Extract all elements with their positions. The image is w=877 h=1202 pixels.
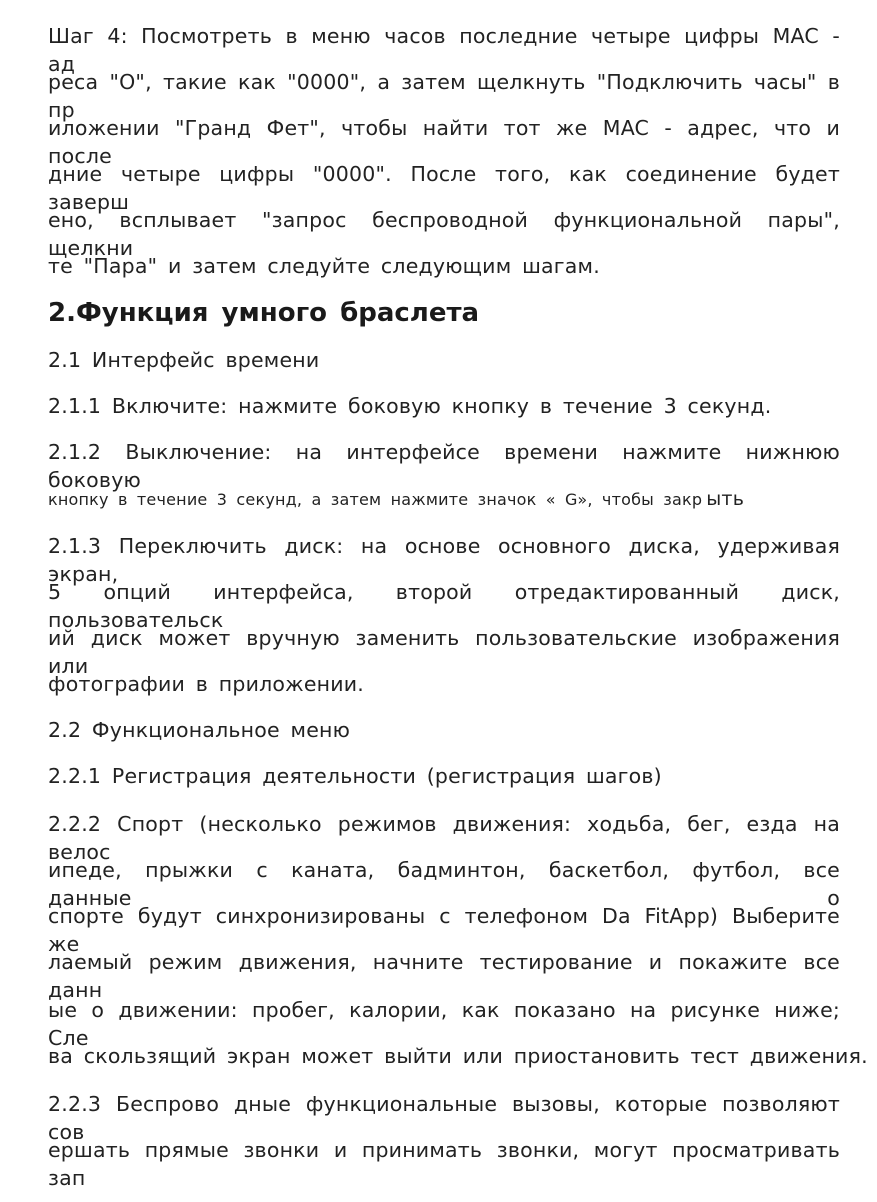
item-2-1-2-line-2-tail: ыть [706, 488, 745, 510]
item-2-2-2-line-3: спорте будут синхронизированы с телефоном Da FitApp) Выберите же [48, 904, 840, 956]
item-2-1-3-line-1: 2.1.3 Переключить диск: на основе основного диска, удерживая экран, [48, 534, 840, 586]
item-2-1-2-line-2-text: кнопку в течение 3 секунд, а затем нажмите значок « G», чтобы закр [48, 490, 703, 509]
item-2-2-2-line-6: ва скользящий экран может выйти или приостановить тест движения. [48, 1044, 868, 1068]
step4-line-1: Шаг 4: Посмотреть в меню часов последние четыре цифры MAC - ад [48, 24, 840, 76]
step4-line-6: те "Пара" и затем следуйте следующим шагам. [48, 254, 600, 278]
subsection-2-1: 2.1 Интерфейс времени [48, 348, 320, 372]
item-2-2-2-line-4: лаемый режим движения, начните тестирование и покажите все данн [48, 950, 840, 1002]
step4-line-3: иложении "Гранд Фет", чтобы найти тот же MAC - адрес, что и после [48, 116, 840, 168]
item-2-2-2-line-2: ипеде, прыжки с каната, бадминтон, баскетбол, футбол, все данные о [48, 858, 840, 910]
item-2-2-3-line-1: 2.2.3 Беспрово дные функциональные вызовы, которые позволяют сов [48, 1092, 840, 1144]
item-2-1-3-line-2: 5 опций интерфейса, второй отредактированный диск, пользовательск [48, 580, 840, 632]
item-2-2-1: 2.2.1 Регистрация деятельности (регистрация шагов) [48, 764, 662, 788]
item-2-2-2-line-1: 2.2.2 Спорт (несколько режимов движения: ходьба, бег, езда на велос [48, 812, 840, 864]
item-2-1-1: 2.1.1 Включите: нажмите боковую кнопку в течение 3 секунд. [48, 394, 772, 418]
item-2-1-2-line-2 [48, 485, 744, 514]
item-2-2-3-line-2: ершать прямые звонки и принимать звонки, могут просматривать зап [48, 1138, 840, 1190]
item-2-1-2-line-1: 2.1.2 Выключение: на интерфейсе времени нажмите нижнюю боковую [48, 440, 840, 492]
subsection-2-2: 2.2 Функциональное меню [48, 718, 351, 742]
step4-line-2: реса "O", такие как "0000", а затем щелкнуть "Подключить часы" в пр [48, 70, 840, 122]
step4-line-4: дние четыре цифры "0000". После того, как соединение будет заверш [48, 162, 840, 214]
item-2-2-2-line-5: ые о движении: пробег, калории, как показано на рисунке ниже; Сле [48, 998, 840, 1050]
item-2-1-3-line-4: фотографии в приложении. [48, 672, 365, 696]
step4-line-5: ено, всплывает "запрос беспроводной функциональной пары", щелкни [48, 208, 840, 260]
item-2-1-3-line-3: ий диск может вручную заменить пользовательские изображения или [48, 626, 840, 678]
section-title: 2.Функция умного браслета [48, 298, 480, 328]
